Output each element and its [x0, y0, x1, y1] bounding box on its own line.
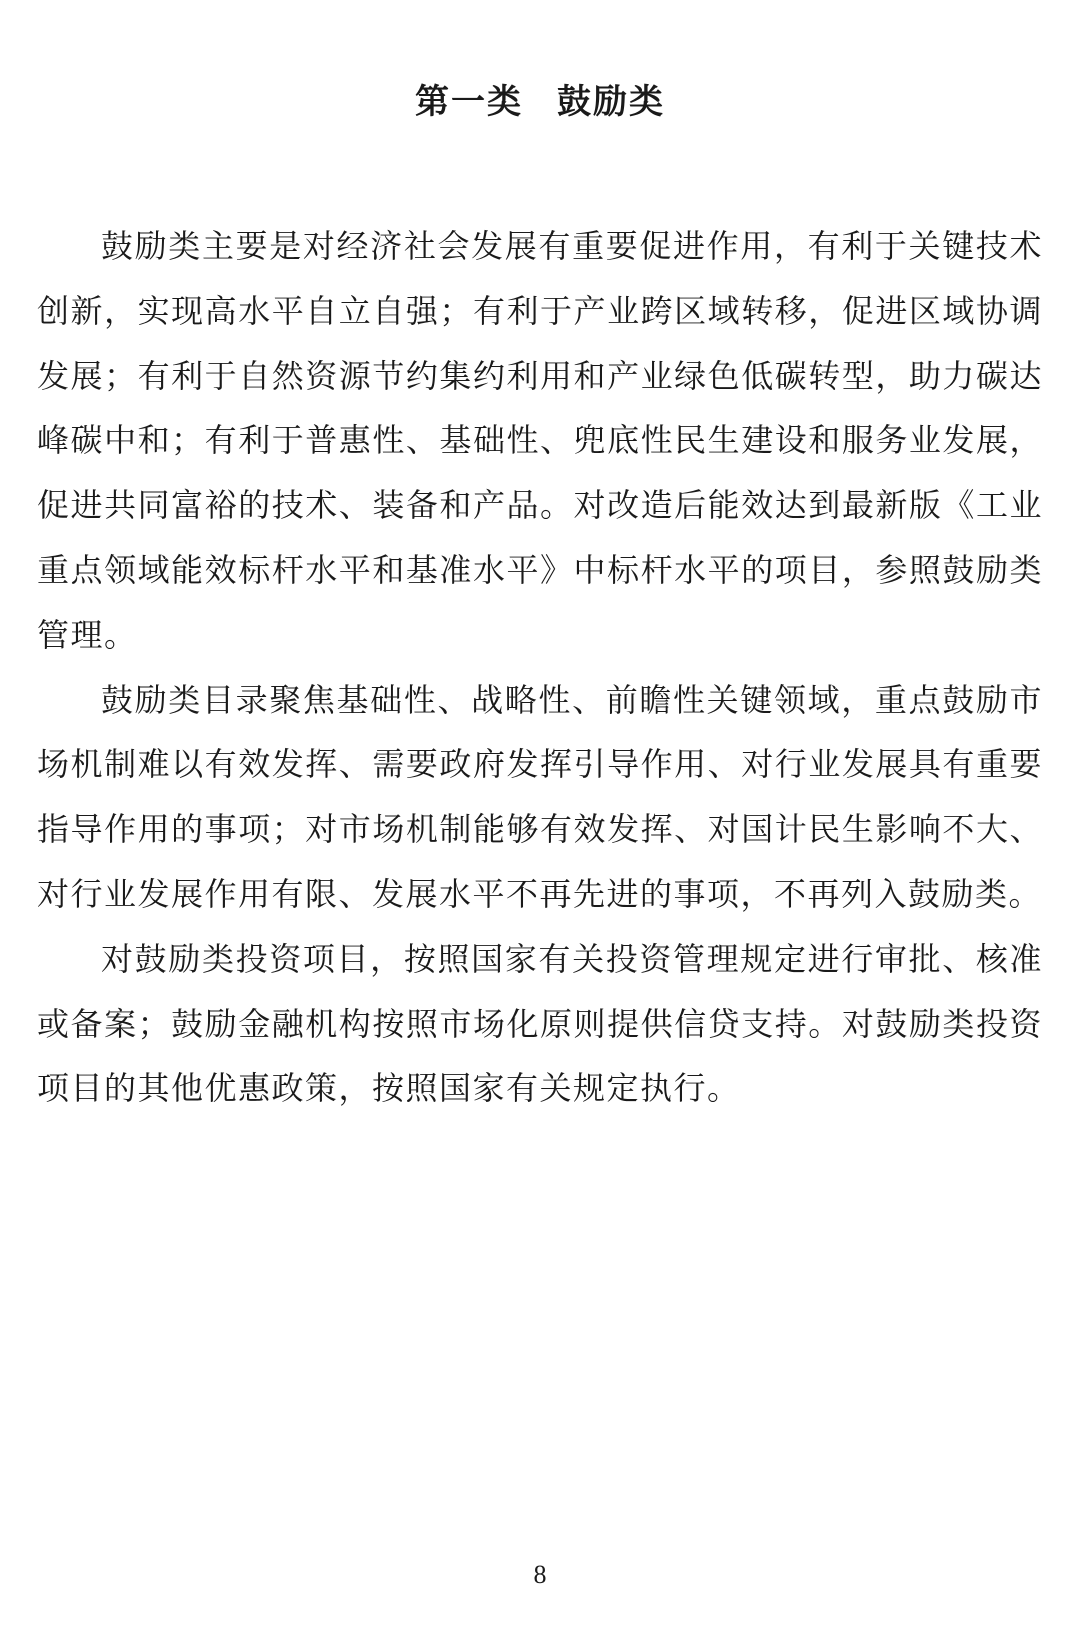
paragraph-2: 鼓励类目录聚焦基础性、战略性、前瞻性关键领域，重点鼓励市场机制难以有效发挥、需要政府发挥引导作用、对行业发展具有重要指导作用的事项；对市场机制能够有效发挥、对国计民生影响不大、对行业发展作用有限、发展水平不再先进的事项，不再列入鼓励类。 — [37, 680, 1043, 913]
section-title — [0, 72, 1080, 132]
section-title-number: 第一类 — [415, 82, 523, 122]
section-title-name: 鼓励类 — [557, 82, 665, 122]
body-text — [37, 214, 1043, 1121]
paragraph-3: 对鼓励类投资项目，按照国家有关投资管理规定进行审批、核准或备案；鼓励金融机构按照市场化原则提供信贷支持。对鼓励类投资项目的其他优惠政策，按照国家有关规定执行。 — [37, 939, 1043, 1108]
page-number: 8 — [533, 1560, 547, 1589]
paragraph-1: 鼓励类主要是对经济社会发展有重要促进作用，有利于关键技术创新，实现高水平自立自强；有利于产业跨区域转移，促进区域协调发展；有利于自然资源节约集约利用和产业绿色低碳转型，助力碳达峰碳中和；有利于普惠性、基础性、兜底性民生建设和服务业发展，促进共同富裕的技术、装备和产品。对改造后能效达到最新版《工业重点领域能效标杆水平和基准水平》中标杆水平的项目，参照鼓励类管理。 — [37, 227, 1043, 654]
